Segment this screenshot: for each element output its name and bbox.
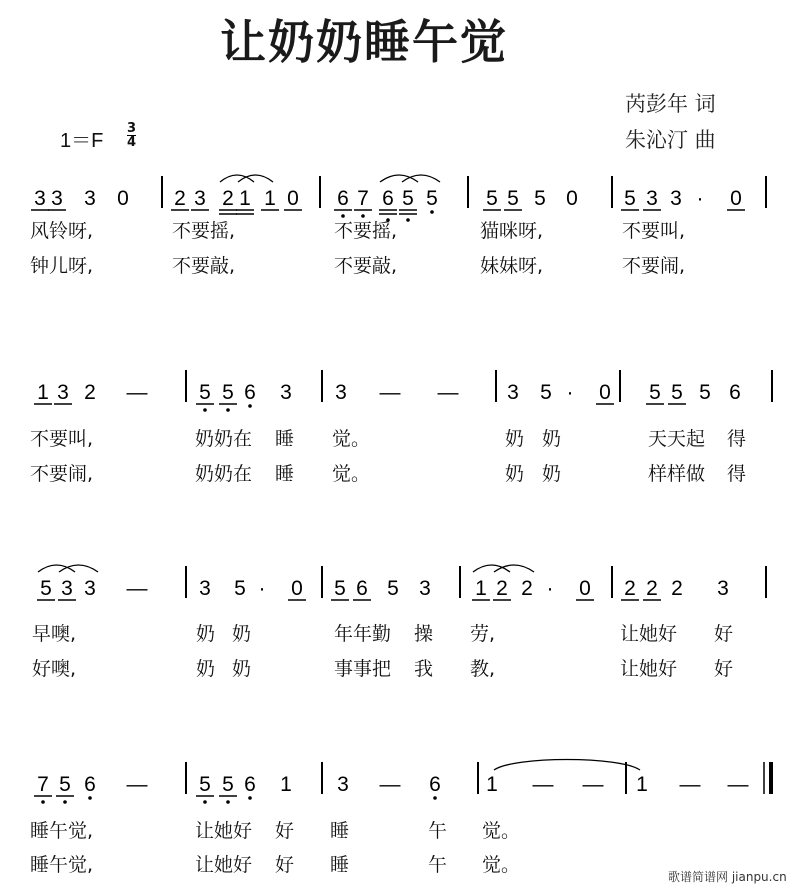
note-digit: 3 <box>717 577 729 600</box>
time-bottom: 4 <box>127 135 137 150</box>
lyric-word: 觉。 <box>482 854 521 876</box>
lyric-word: 妹妹呀, <box>480 255 544 277</box>
note-digit: 3 <box>84 187 96 210</box>
low-octave-dot <box>430 210 434 214</box>
lyric-word: 奶 <box>542 463 562 485</box>
note-digit: — <box>727 773 749 796</box>
low-octave-dot <box>248 404 252 408</box>
note-digit: 1 <box>475 577 487 600</box>
note-digit: 5 <box>334 577 346 600</box>
note-digit: 0 <box>730 187 742 210</box>
note-digit: 5 <box>426 187 438 210</box>
note-digit: 1 <box>636 773 648 796</box>
note-digit: 0 <box>287 187 299 210</box>
lyric-word: 样样做 <box>648 463 706 485</box>
note-digit: 3 <box>51 187 63 210</box>
note-digit: 7 <box>37 773 49 796</box>
note-digit: 3 <box>335 381 347 404</box>
note-digit: 5 <box>671 381 683 404</box>
song-title: 让奶奶睡午觉 <box>220 15 508 69</box>
note-digit: 3 <box>57 381 69 404</box>
lyric-word: 猫咪呀, <box>480 220 544 242</box>
lyric-word: 睡 <box>275 428 295 450</box>
composer-credit: 朱沁汀 曲 <box>625 128 716 152</box>
note-digit: 6 <box>244 773 256 796</box>
lyric-word: 奶 <box>196 623 216 645</box>
note-digit: 5 <box>624 187 636 210</box>
lyric-word: 让她好 <box>620 623 678 645</box>
lyric-word: 好噢, <box>32 658 77 680</box>
note-digit: 2 <box>671 577 683 600</box>
note-digit: — <box>679 773 701 796</box>
note-digit: 3 <box>646 187 658 210</box>
note-digit: 3 <box>337 773 349 796</box>
note-digit: 0 <box>291 577 303 600</box>
lyric-word: 得 <box>727 428 747 450</box>
note-digit: 1 <box>486 773 498 796</box>
note-digit: 6 <box>729 381 741 404</box>
lyric-word: 睡午觉, <box>30 820 94 842</box>
lyric-word: 觉。 <box>332 428 371 450</box>
lyric-word: 操 <box>414 623 434 645</box>
low-octave-dot <box>41 800 45 804</box>
note-digit: 2 <box>646 577 658 600</box>
time-top: 3 <box>127 121 137 136</box>
lyric-word: 钟儿呀, <box>30 255 94 277</box>
watermark: 歌谱简谱网 jianpu.cn <box>668 870 787 884</box>
note-digit: 2 <box>496 577 508 600</box>
note-digit: 2 <box>222 187 234 210</box>
note-digit: — <box>582 773 604 796</box>
lyric-word: 教, <box>470 658 496 680</box>
lyric-word: 风铃呀, <box>30 220 94 242</box>
note-digit: 2 <box>521 577 533 600</box>
lyric-word: 劳, <box>470 623 496 645</box>
lyric-word: 奶 <box>505 428 525 450</box>
note-digit: — <box>379 381 401 404</box>
note-digit: 1 <box>264 187 276 210</box>
note-digit: 6 <box>382 187 394 210</box>
note-digit: 6 <box>244 381 256 404</box>
lyric-word: 睡 <box>275 463 295 485</box>
lyric-word: 天天起 <box>648 428 706 450</box>
note-digit: 2 <box>624 577 636 600</box>
low-octave-dot <box>226 800 230 804</box>
lyric-word: 午 <box>428 820 448 842</box>
lyric-word: 好 <box>714 658 734 680</box>
lyric-word: 得 <box>727 463 747 485</box>
lyric-word: 让她好 <box>620 658 678 680</box>
note-digit: 3 <box>670 187 682 210</box>
lyric-word: 好 <box>714 623 734 645</box>
note-digit: 5 <box>486 187 498 210</box>
lyric-word: 奶 <box>505 463 525 485</box>
note-digit: · <box>546 577 554 600</box>
note-digit: 6 <box>356 577 368 600</box>
note-digit: · <box>696 187 704 210</box>
note-digit: 3 <box>419 577 431 600</box>
lyric-word: 好 <box>275 854 295 876</box>
lyric-word: 不要叫, <box>622 220 686 242</box>
low-octave-dot <box>88 796 92 800</box>
lyric-word: 午 <box>428 854 448 876</box>
note-digit: 5 <box>199 773 211 796</box>
lyric-word: 觉。 <box>482 820 521 842</box>
low-octave-dot <box>203 800 207 804</box>
lyric-word: 睡 <box>330 854 350 876</box>
note-digit: — <box>437 381 459 404</box>
note-digit: 1 <box>239 187 251 210</box>
note-digit: · <box>566 381 574 404</box>
note-digit: 0 <box>566 187 578 210</box>
low-octave-dot <box>226 408 230 412</box>
note-digit: 5 <box>222 381 234 404</box>
low-octave-dot <box>203 408 207 412</box>
note-digit: — <box>126 381 148 404</box>
note-digit: 5 <box>534 187 546 210</box>
lyric-word: 早噢, <box>32 623 77 645</box>
note-digit: — <box>532 773 554 796</box>
note-digit: 3 <box>194 187 206 210</box>
note-digit: 5 <box>540 381 552 404</box>
note-digit: 5 <box>507 187 519 210</box>
lyric-word: 奶 <box>542 428 562 450</box>
low-octave-dot <box>406 218 410 222</box>
note-digit: 2 <box>174 187 186 210</box>
note-digit: 6 <box>337 187 349 210</box>
note-digit: — <box>126 577 148 600</box>
lyric-word: 事事把 <box>334 658 392 680</box>
note-digit: 5 <box>699 381 711 404</box>
note-digit: 5 <box>40 577 52 600</box>
note-digit: 3 <box>84 577 96 600</box>
note-digit: 0 <box>579 577 591 600</box>
lyric-word: 不要敲, <box>172 255 236 277</box>
lyric-word: 奶奶在 <box>195 428 253 450</box>
note-digit: 3 <box>280 381 292 404</box>
low-octave-dot <box>433 796 437 800</box>
lyricist-credit: 芮彭年 词 <box>625 92 716 116</box>
lyric-word: 不要闹, <box>30 463 94 485</box>
note-digit: 0 <box>599 381 611 404</box>
lyric-word: 睡午觉, <box>30 854 94 876</box>
note-digit: 6 <box>429 773 441 796</box>
note-digit: 5 <box>234 577 246 600</box>
low-octave-dot <box>248 796 252 800</box>
note-digit: 3 <box>507 381 519 404</box>
lyric-word: 奶 <box>196 658 216 680</box>
note-digit: 5 <box>402 187 414 210</box>
lyric-word: 年年勤 <box>334 623 392 645</box>
lyric-word: 让她好 <box>195 820 253 842</box>
lyric-word: 我 <box>414 658 434 680</box>
note-digit: 7 <box>357 187 369 210</box>
lyric-word: 觉。 <box>332 463 371 485</box>
note-digit: 0 <box>117 187 129 210</box>
note-digit: 5 <box>199 381 211 404</box>
note-digit: 6 <box>84 773 96 796</box>
low-octave-dot <box>63 800 67 804</box>
note-digit: 1 <box>37 381 49 404</box>
lyric-word: 不要闹, <box>622 255 686 277</box>
key-signature: 1＝F <box>60 130 104 152</box>
note-digit: 5 <box>222 773 234 796</box>
note-digit: — <box>126 773 148 796</box>
lyric-word: 让她好 <box>195 854 253 876</box>
lyric-word: 不要摇, <box>334 220 398 242</box>
note-digit: 1 <box>280 773 292 796</box>
lyric-word: 睡 <box>330 820 350 842</box>
note-digit: 5 <box>387 577 399 600</box>
lyric-word: 好 <box>275 820 295 842</box>
tie-arc <box>494 760 640 771</box>
note-digit: 3 <box>199 577 211 600</box>
lyric-word: 奶 <box>232 658 252 680</box>
lyric-word: 不要敲, <box>334 255 398 277</box>
note-digit: — <box>379 773 401 796</box>
note-digit: 5 <box>59 773 71 796</box>
note-digit: · <box>258 577 266 600</box>
lyric-word: 不要摇, <box>172 220 236 242</box>
lyric-word: 奶奶在 <box>195 463 253 485</box>
lyric-word: 奶 <box>232 623 252 645</box>
note-digit: 5 <box>649 381 661 404</box>
note-digit: 3 <box>61 577 73 600</box>
lyric-word: 不要叫, <box>30 428 94 450</box>
note-digit: 3 <box>34 187 46 210</box>
note-digit: 2 <box>84 381 96 404</box>
